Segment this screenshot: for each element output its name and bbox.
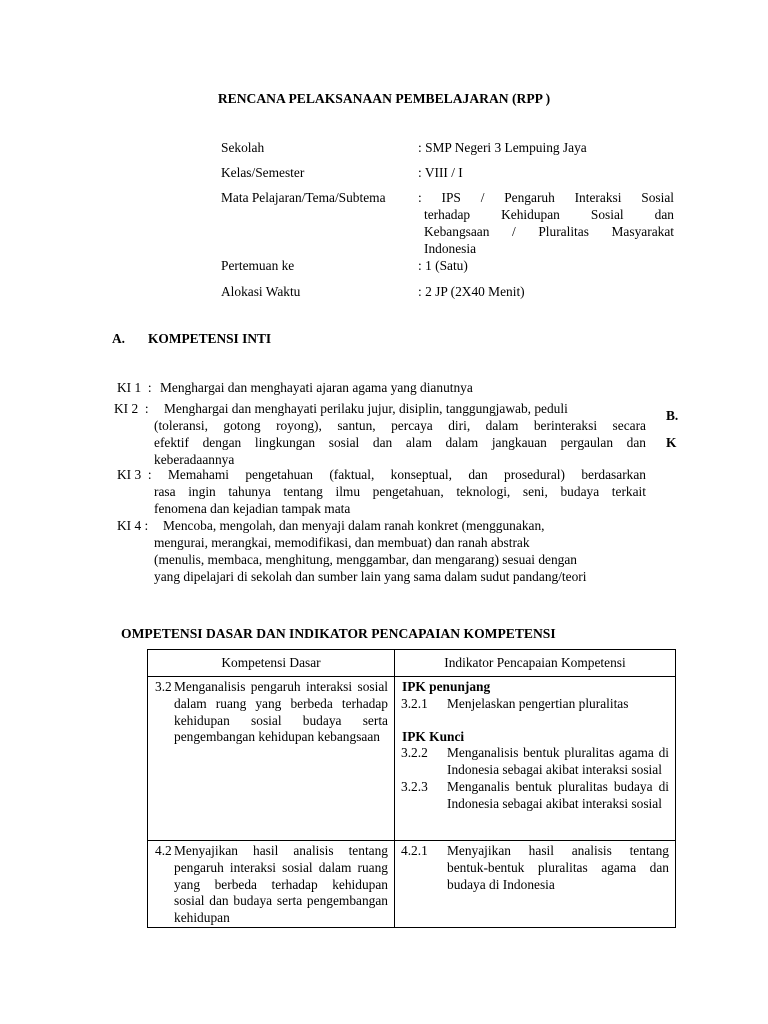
identity-value-kelas: : VIII / I	[418, 165, 463, 180]
kd-number: 4.2	[155, 843, 172, 858]
ki1-label: KI 1 :	[117, 380, 152, 395]
ipk-number: 4.2.1	[401, 843, 428, 858]
ipk-number: 3.2.3	[401, 778, 428, 794]
identity-value-sekolah: : SMP Negeri 3 Lempuing Jaya	[418, 140, 587, 155]
document-title: RENCANA PELAKSANAAN PEMBELAJARAN (RPP )	[217, 91, 551, 106]
ipk-number: 3.2.2	[401, 745, 428, 761]
table-row	[148, 677, 676, 841]
ipk-item	[395, 696, 669, 713]
ipk-item	[395, 843, 669, 893]
kd-cell	[148, 841, 395, 928]
identity-value-mapel-line3: Kebangsaan / Pluralitas Masyarakat	[424, 224, 674, 239]
ki2-line3: efektif dengan lingkungan sosial dan alam dalam jangkauan pergaulan dan	[154, 435, 646, 450]
ipk-item	[395, 745, 669, 779]
identity-value-alokasi: : 2 JP (2X40 Menit)	[418, 284, 525, 299]
ki4-line3: (menulis, membaca, menghitung, menggambar, dan mengarang) sesuai dengan	[154, 552, 577, 567]
table-row	[148, 841, 676, 928]
identity-label-kelas: Kelas/Semester	[221, 165, 305, 180]
ki1-line1: Menghargai dan menghayati ajaran agama yang dianutnya	[160, 380, 473, 395]
ipk-text: Menyajikan hasil analisis tentang bentuk-bentuk pluralitas agama dan budaya di Indonesia	[447, 843, 669, 892]
identity-label-pertemuan: Pertemuan ke	[221, 258, 295, 273]
ki4-line2: mengurai, merangkai, memodifikasi, dan membuat) dan ranah abstrak	[154, 535, 530, 550]
section-a-title: KOMPETENSI INTI	[148, 331, 272, 346]
ki3-line1: Memahami pengetahuan (faktual, konseptual, dan prosedural) berdasarkan	[168, 467, 646, 482]
identity-label-sekolah: Sekolah	[221, 140, 265, 155]
table-header-kd: Kompetensi Dasar	[148, 650, 395, 677]
identity-label-alokasi: Alokasi Waktu	[221, 284, 301, 299]
identity-value-pertemuan: : 1 (Satu)	[418, 258, 468, 273]
ipk-cell	[395, 677, 676, 841]
ki2-line4: keberadaannya	[154, 452, 235, 467]
table-header-ipk: Indikator Pencapaian Kompetensi	[395, 650, 676, 677]
kd-number: 3.2	[155, 679, 172, 694]
side-letter-k: K	[666, 435, 677, 450]
ipk-group-heading: IPK penunjang	[402, 679, 491, 694]
kd-text: Menganalisis pengaruh interaksi sosial dalam ruang yang berbeda terhadap kehidupan sosial budaya serta pengembangan kehidupan kebangsaan	[174, 679, 388, 745]
ki2-line2: (toleransi, gotong royong), santun, percaya diri, dalam berinteraksi secara	[154, 418, 646, 433]
ki4-line4: yang dipelajari di sekolah dan sumber lain yang sama dalam sudut pandang/teori	[154, 569, 587, 584]
side-letter-b: B.	[666, 408, 679, 423]
ki4-label: KI 4 :	[117, 518, 149, 533]
kd-text: Menyajikan hasil analisis tentang pengaruh interaksi sosial dalam ruang yang berbeda terhadap kehidupan sosial dan budaya serta pengembangan kehidupan	[174, 843, 388, 926]
ipk-cell	[395, 841, 676, 928]
ki3-line3: fenomena dan kejadian tampak mata	[154, 501, 351, 516]
kd-ipk-table	[147, 649, 676, 928]
identity-value-mapel-line1: : IPS / Pengaruh Interaksi Sosial	[418, 190, 674, 205]
ki3-line2: rasa ingin tahunya tentang ilmu pengetahuan, teknologi, seni, budaya terkait	[154, 484, 646, 499]
kd-cell	[148, 677, 395, 841]
table-header-row	[148, 650, 676, 677]
ipk-text: Menganalisis bentuk pluralitas agama di Indonesia sebagai akibat interaksi sosial	[447, 745, 669, 778]
ipk-text: Menganalis bentuk pluralitas budaya di Indonesia sebagai akibat interaksi sosial	[447, 778, 669, 811]
section-b-title: OMPETENSI DASAR DAN INDIKATOR PENCAPAIAN KOMPETENSI	[121, 626, 556, 641]
identity-label-mapel: Mata Pelajaran/Tema/Subtema	[221, 190, 386, 205]
ipk-group-heading: IPK Kunci	[402, 728, 465, 744]
section-a-letter: A.	[112, 331, 126, 346]
identity-value-mapel-line2: terhadap Kehidupan Sosial dan	[424, 207, 674, 222]
ipk-number: 3.2.1	[401, 695, 428, 711]
ki3-label: KI 3 :	[117, 467, 152, 482]
ipk-text: Menjelaskan pengertian pluralitas	[447, 695, 629, 711]
ki4-line1: Mencoba, mengolah, dan menyaji dalam ranah konkret (menggunakan,	[163, 518, 545, 533]
identity-value-mapel-line4: Indonesia	[424, 241, 477, 256]
ki2-line1: Menghargai dan menghayati perilaku jujur, disiplin, tanggungjawab, peduli	[164, 401, 568, 416]
ki2-label: KI 2 :	[114, 401, 149, 416]
ipk-item	[395, 779, 669, 813]
